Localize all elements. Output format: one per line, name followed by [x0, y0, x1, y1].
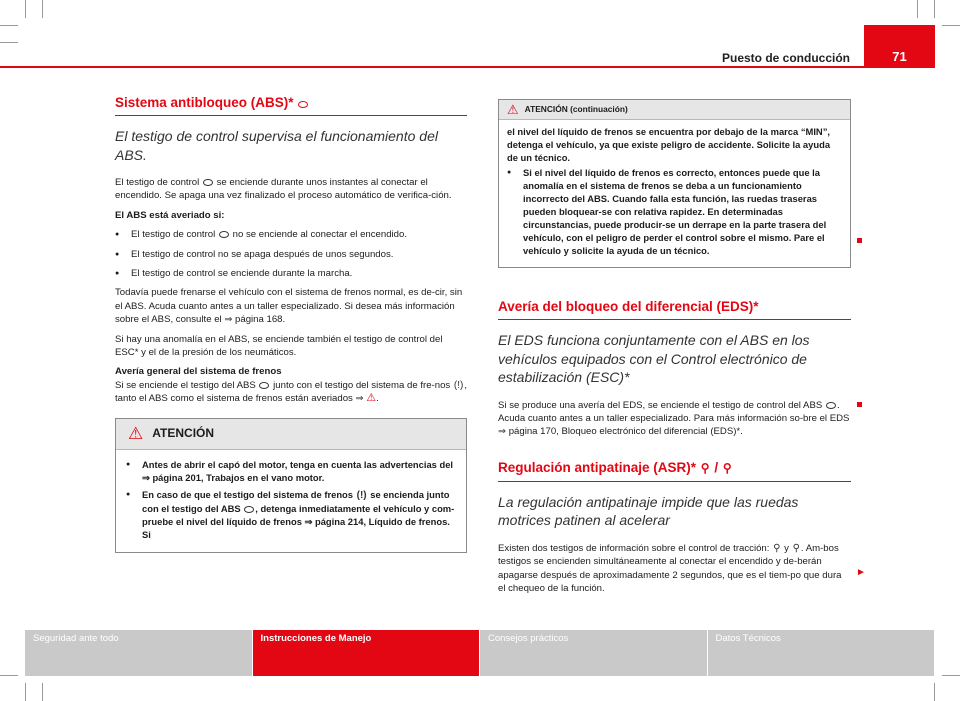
- tab-instrucciones[interactable]: Instrucciones de Manejo: [253, 630, 480, 676]
- text: . Acuda cuanto antes a un taller especializado. Para más información so-bre el EDS ⇒ página 170, Bloqueo electrónico del diferencial (EDS)*.: [498, 399, 850, 438]
- text: Si se produce una avería del EDS, se enciende el testigo de control del ABS: [498, 399, 823, 411]
- traction-control-off-icon: ⚲: [792, 542, 800, 554]
- list-item: [115, 228, 467, 241]
- page-number-box: [864, 25, 935, 68]
- paragraph: [115, 176, 467, 203]
- tab-consejos[interactable]: Consejos prácticos: [480, 630, 707, 676]
- warning-box: [115, 418, 467, 553]
- warning-box-body: [116, 450, 466, 552]
- section-title-abs: [115, 94, 467, 116]
- end-of-section-marker: [857, 238, 862, 243]
- title-separator: /: [714, 459, 719, 475]
- abs-warning-icon: [203, 179, 213, 186]
- paragraph: Si hay una anomalía en el ABS, se enciende también el testigo de control del ESC* y el de la presión de los neumáticos.: [115, 333, 443, 359]
- text: se encienda junto con el testigo del ABS: [142, 488, 450, 514]
- section-asr: [498, 459, 851, 596]
- crop-mark: [42, 683, 43, 701]
- warning-box-header: [116, 419, 466, 450]
- crop-mark: [42, 0, 43, 18]
- section-title-asr-text: Regulación antipatinaje (ASR)*: [498, 459, 697, 475]
- abs-warning-icon: [259, 382, 269, 389]
- text: y: [784, 542, 789, 554]
- section-title-eds: Avería del bloqueo del diferencial (EDS)*: [498, 298, 851, 320]
- section-intro-abs: El testigo de control supervisa el funcionamiento del ABS.: [115, 128, 438, 163]
- end-of-section-marker: [857, 402, 862, 407]
- warning-box-body: [499, 120, 850, 267]
- list-item: [126, 488, 456, 541]
- crop-mark: [0, 675, 18, 676]
- brake-warning-icon: (!): [356, 489, 367, 501]
- paragraph: Todavía puede frenarse el vehículo con el sistema de frenos normal, es de-cir, sin el ABS. Acuda cuanto antes a un taller especializado. Si desea más información sobre el ABS, consulte el ⇒ página 168.: [115, 287, 463, 326]
- text: Si se enciende el testigo del ABS: [115, 379, 256, 391]
- text: , detenga inmediatamente el vehículo y com-pruebe el nivel del líquido de frenos ⇒ página 214, Líquido de frenos. Si: [142, 502, 455, 540]
- warning-box-continued: [498, 99, 851, 268]
- left-column: [115, 94, 467, 553]
- warning-list: [126, 458, 456, 541]
- text: Existen dos testigos de información sobre el control de tracción:: [498, 542, 770, 554]
- header-rule: [0, 66, 935, 68]
- crop-mark: [934, 683, 935, 701]
- abs-warning-icon: [826, 402, 836, 409]
- paragraph: [498, 542, 851, 596]
- tab-datos[interactable]: Datos Técnicos: [708, 630, 935, 676]
- continue-arrow-icon: ►: [856, 567, 866, 578]
- warning-box-title: ATENCIÓN (continuación): [524, 103, 628, 114]
- list-item: ● El testigo de control se enciende durante la marcha.: [115, 267, 467, 280]
- warning-triangle-icon: ⚠: [128, 424, 144, 444]
- crop-mark: [942, 675, 960, 676]
- crop-mark: [917, 0, 918, 18]
- traction-control-icon: ⚲: [773, 542, 781, 554]
- abs-warning-icon: [219, 231, 229, 238]
- list-item: ● Si el nivel del líquido de frenos es correcto, entonces puede que la anomalía en el sistema de frenos se deba a un funcionamiento incorrecto del ABS. Cuando falla esta función, las ruedas traseras pueden bloquear-se con relativa rapidez. En determinadas circunstancias, puede producir-se un derrape en la parte trasera del vehículo, con el peligro de perder el control sobre el mismo. Pare el vehículo y solicite la ayuda de un técnico.: [507, 166, 842, 257]
- fault-list: [115, 228, 467, 280]
- right-column: [498, 99, 851, 601]
- section-title-asr: [498, 459, 851, 482]
- text: se enciende durante unos instantes al conectar el encendido. Se apaga una vez finalizado el proceso automático de verifica-ción.: [115, 177, 452, 202]
- section-intro-asr: La regulación antipatinaje impide que las ruedas motrices patinen al acelerar: [498, 493, 799, 529]
- warning-box-header: [499, 100, 850, 120]
- text: El testigo de control: [115, 177, 200, 188]
- text: no se enciende al conectar el encendido.: [232, 229, 408, 241]
- text: . Am-bos testigos se encienden simultáneamente al conectar el encendido y de-berán apagarse después de aproximadamente 2 segundos, que es el tiem-po que dura el chequeo de la función.: [498, 542, 842, 594]
- list-item: ● Antes de abrir el capó del motor, tenga en cuenta las advertencias del ⇒ página 201, Trabajos en el vano motor.: [126, 458, 456, 484]
- text: En caso de que el testigo del sistema de frenos: [142, 488, 354, 500]
- tab-seguridad[interactable]: Seguridad ante todo: [25, 630, 252, 676]
- text: , tanto el ABS como el sistema de frenos están averiados ⇒: [115, 379, 468, 405]
- abs-warning-icon: [298, 101, 308, 108]
- abs-warning-icon: [244, 506, 254, 513]
- warning-list: [507, 166, 842, 257]
- paragraph: [498, 399, 851, 439]
- section-eds: [498, 298, 851, 439]
- crop-mark: [942, 25, 960, 26]
- crop-mark: [0, 42, 18, 43]
- text: El testigo de control: [131, 229, 216, 241]
- warning-box-title: ATENCIÓN: [152, 425, 215, 440]
- running-header-title: Puesto de conducción: [721, 51, 850, 65]
- page-number: 71: [892, 49, 907, 64]
- warning-triangle-icon: ⚠: [507, 102, 519, 117]
- section-intro-eds: El EDS funciona conjuntamente con el ABS en los vehículos equipados con el Control electrónico de estabilización (ESC)*: [498, 332, 810, 385]
- text: junto con el testigo del sistema de fre-nos: [273, 379, 451, 391]
- paragraph: el nivel del líquido de frenos se encuentra por debajo de la marca “MIN”, detenga el vehículo, ya que existe peligro de accidente. Solicite la ayuda de un técnico.: [507, 126, 831, 163]
- brake-heading: Avería general del sistema de frenos: [115, 366, 282, 378]
- crop-mark: [0, 25, 18, 26]
- paragraph: Si se enciende el testigo del ABS junto con el testigo del sistema de fre-nos (!), tanto el ABS como el sistema de frenos están averiados ⇒ ⚠.: [115, 379, 468, 405]
- crop-mark: [25, 683, 26, 701]
- traction-control-icon: ⚲: [700, 460, 710, 475]
- crop-mark: [25, 0, 26, 18]
- section-title-abs-text: Sistema antibloqueo (ABS)*: [115, 95, 294, 110]
- list-item: ● El testigo de control no se apaga después de unos segundos.: [115, 248, 467, 261]
- warning-triangle-icon: ⚠: [366, 392, 377, 405]
- brake-warning-icon: (!): [453, 379, 464, 391]
- fault-heading: El ABS está averiado si:: [115, 209, 225, 221]
- traction-control-off-icon: ⚲: [722, 460, 732, 475]
- footer-nav: [25, 630, 935, 676]
- crop-mark: [934, 0, 935, 18]
